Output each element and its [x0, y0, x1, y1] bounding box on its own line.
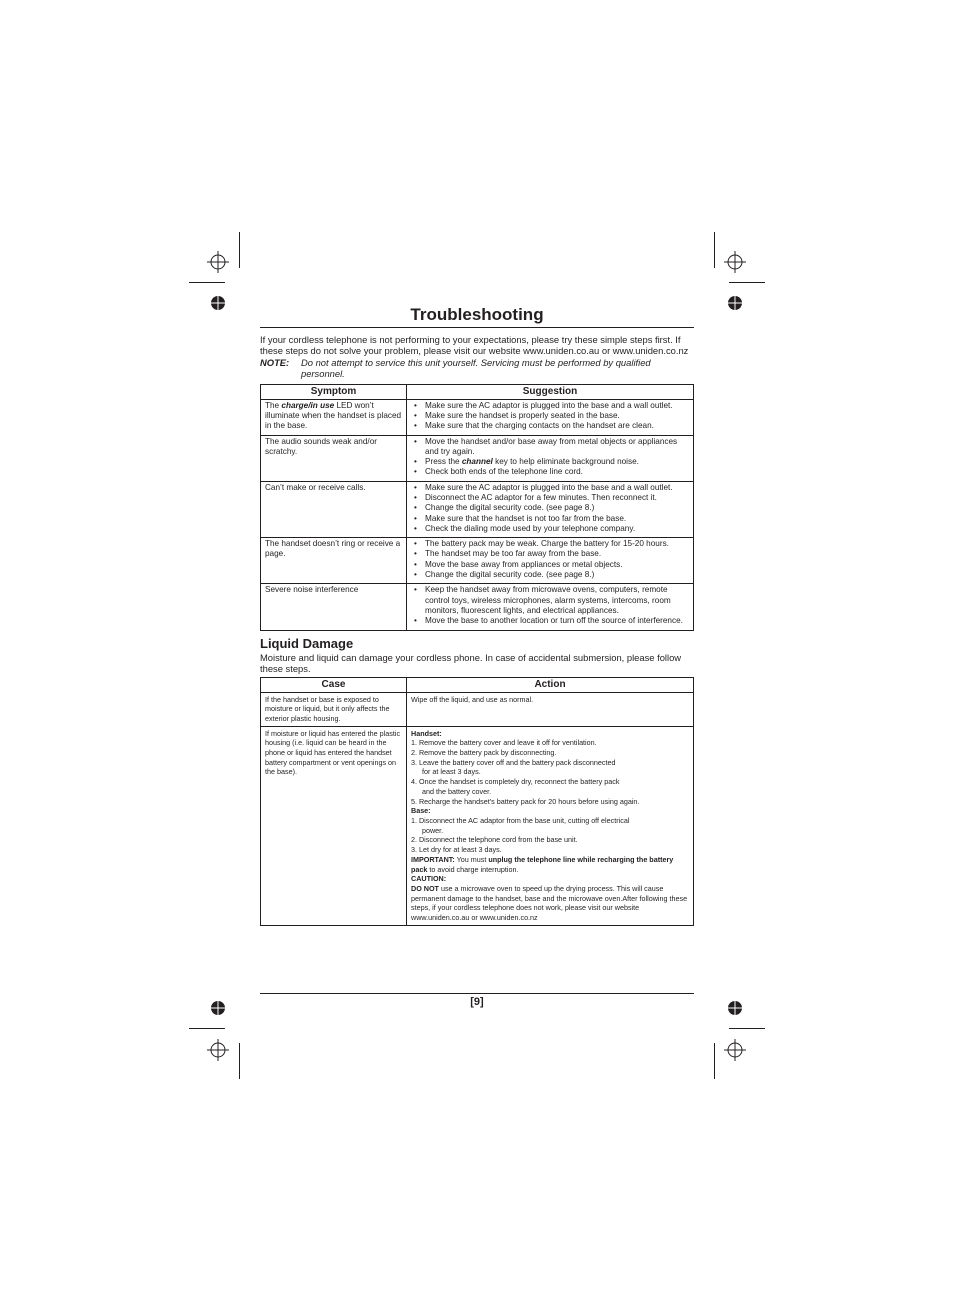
symptom-header: Symptom [261, 384, 407, 399]
table-row [261, 726, 694, 925]
registration-dot-icon [728, 296, 742, 310]
suggestion-item: • Keep the handset away from microwave ovens, computers, remote control toys, wireless microphones, alarm systems, intercoms, room monitors, fluorescent lights, and electrical appliances. [414, 585, 689, 616]
suggestion-item: • Make sure the AC adaptor is plugged into the base and a wall outlet. [414, 483, 689, 493]
crop-mark [189, 1028, 225, 1029]
suggestion-item: • Change the digital security code. (see page 8.) [414, 570, 689, 580]
suggestion-item: • Change the digital security code. (see page 8.) [414, 503, 689, 513]
caution-text [411, 884, 689, 923]
suggestion-cell [407, 481, 694, 537]
step-line: 2. Disconnect the telephone cord from the base unit. [411, 835, 578, 845]
crop-mark [714, 232, 715, 268]
symptom-cell: Can’t make or receive calls. [261, 481, 407, 537]
step-line: and the battery cover. [422, 786, 492, 796]
important-label: IMPORTANT: [411, 854, 455, 864]
case-cell: If the handset or base is exposed to moisture or liquid, but it only affects the exterior plastic housing. [261, 692, 407, 726]
table-row [261, 584, 694, 630]
table-row [261, 399, 694, 435]
handset-label: Handset: [411, 728, 442, 738]
liquid-damage-heading: Liquid Damage [260, 635, 354, 651]
step-line: 5. Recharge the handset’s battery pack for 20 hours before using again. [411, 796, 640, 806]
title-divider [260, 327, 694, 328]
suggestion-item: • Check the dialing mode used by your telephone company. [414, 524, 689, 534]
footer-divider [260, 993, 694, 994]
page-content [260, 300, 694, 926]
suggestion-item [414, 457, 689, 467]
suggestion-item: • Disconnect the AC adaptor for a few minutes. Then reconnect it. [414, 493, 689, 503]
liquid-damage-table [260, 677, 694, 926]
suggestion-item: • Make sure the handset is properly seated in the base. [414, 411, 689, 421]
symptom-text: LED won’t illuminate when the handset is placed in the base. [265, 400, 402, 431]
step-line: 3. Leave the battery cover off and the battery pack disconnected [411, 757, 616, 767]
suggestion-item: • Move the base to another location or turn off the source of interference. [414, 616, 689, 626]
table-row [261, 538, 694, 584]
registration-target-icon [724, 251, 746, 273]
step-line: power. [422, 825, 444, 835]
suggestion-item: • Check both ends of the telephone line cord. [414, 467, 689, 477]
suggestion-cell [407, 435, 694, 481]
crop-mark [729, 282, 765, 283]
symptom-text: The [265, 400, 282, 410]
crop-mark [239, 1043, 240, 1079]
step-line: 1. Disconnect the AC adaptor from the base unit, cutting off electrical [411, 816, 630, 825]
important-text: You must [454, 854, 489, 864]
table-header-row [261, 677, 694, 692]
note-label: NOTE: [260, 356, 290, 368]
suggestion-item: • The battery pack may be weak. Charge the battery for 15-20 hours. [414, 539, 689, 549]
suggestion-cell [407, 538, 694, 584]
table-row [261, 481, 694, 537]
do-not-label: DO NOT [411, 883, 439, 893]
table-row [261, 435, 694, 481]
case-header: Case [261, 677, 407, 692]
registration-dot-icon [728, 1001, 742, 1015]
crop-mark [239, 232, 240, 268]
suggestion-header: Suggestion [407, 384, 694, 399]
symptom-cell: The audio sounds weak and/or scratchy. [261, 435, 407, 481]
note [260, 357, 694, 380]
crop-mark [714, 1043, 715, 1079]
suggestion-text: key to help eliminate background noise. [492, 457, 639, 467]
suggestion-cell [407, 399, 694, 435]
step-line: 1. Remove the battery cover and leave it off for ventilation. [411, 738, 597, 748]
table-header-row [261, 384, 694, 399]
liquid-damage-intro: Moisture and liquid can damage your cordless phone. In case of accidental submersion, please follow these steps. [260, 651, 682, 674]
step-line: 2. Remove the battery pack by disconnecting. [411, 748, 557, 758]
step-line: 4. Once the handset is completely dry, reconnect the battery pack [411, 777, 620, 787]
registration-dot-icon [211, 1001, 225, 1015]
suggestion-cell [407, 584, 694, 630]
suggestion-item: • Move the base away from appliances or metal objects. [414, 560, 689, 570]
caution-label: CAUTION: [411, 874, 447, 884]
suggestion-item: • Make sure that the charging contacts on the handset are clean. [414, 421, 689, 431]
note-text: Do not attempt to service this unit yourself. Servicing must be performed by qualified personnel. [301, 356, 651, 380]
symptom-cell: The handset doesn’t ring or receive a page. [261, 538, 407, 584]
table-row [261, 692, 694, 726]
intro-paragraph: If your cordless telephone is not performing to your expectations, please try these simple steps first. If these steps do not solve your problem, please visit our website www.uniden.co.au or www.uniden.co.nz [260, 334, 689, 357]
caution-body: use a microwave oven to speed up the drying process. This will cause permanent damage to the handset, base and the microwave oven.After following these steps, if your cordless telephone does not work, please visit our website www.uniden.co.au or www.uniden.co.nz [411, 883, 688, 923]
crop-mark [729, 1028, 765, 1029]
step-line: 3. Let dry for at least 3 days. [411, 845, 502, 855]
base-label: Base: [411, 806, 431, 816]
registration-target-icon [207, 1039, 229, 1061]
case-cell: If moisture or liquid has entered the plastic housing (i.e. liquid can be heard in the phone or liquid has entered the handset battery compartment or vent openings on the base). [261, 726, 407, 925]
page-title: Troubleshooting [410, 305, 544, 324]
step-line: for at least 3 days. [422, 767, 481, 777]
action-header: Action [407, 677, 694, 692]
page-number: [9] [470, 996, 484, 1008]
troubleshooting-table [260, 384, 694, 631]
suggestion-text: Press the [425, 457, 462, 467]
action-cell: Wipe off the liquid, and use as normal. [407, 692, 694, 726]
action-cell [407, 726, 694, 925]
important-note [411, 855, 689, 874]
registration-dot-icon [211, 296, 225, 310]
symptom-cell: Severe noise interference [261, 584, 407, 630]
suggestion-item: • Make sure that the handset is not too far from the base. [414, 514, 689, 524]
important-emphasis: unplug the telephone line while recharging the battery pack [411, 854, 674, 874]
suggestion-item: • Move the handset and/or base away from metal objects or appliances and try again. [414, 437, 689, 458]
symptom-cell [261, 399, 407, 435]
suggestion-item: • Make sure the AC adaptor is plugged into the base and a wall outlet. [414, 401, 689, 411]
important-text: to avoid charge interruption. [427, 864, 519, 874]
crop-mark [189, 282, 225, 283]
registration-target-icon [207, 251, 229, 273]
registration-target-icon [724, 1039, 746, 1061]
suggestion-item: • The handset may be too far away from the base. [414, 549, 689, 559]
channel-key-label: channel [461, 457, 493, 467]
charge-in-use-label: charge/in use [281, 400, 335, 410]
